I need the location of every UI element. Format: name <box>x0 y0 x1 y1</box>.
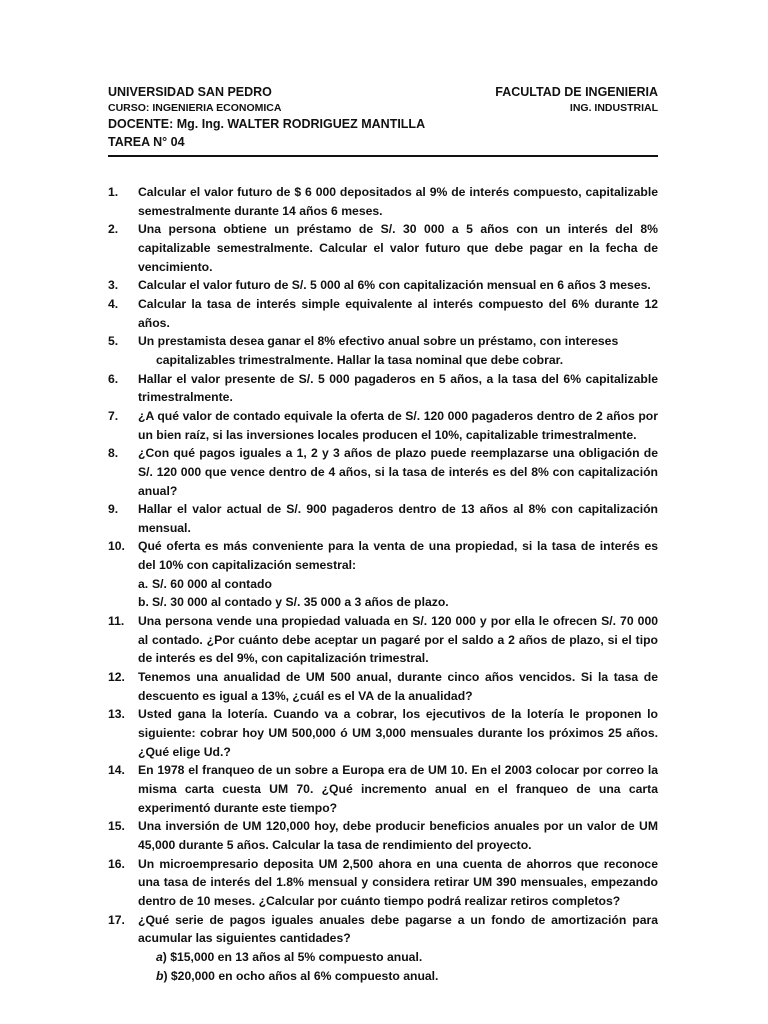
problem-item <box>108 407 658 444</box>
problem-number: 12. <box>108 670 125 685</box>
problem-item <box>108 817 658 854</box>
option-label: a. <box>138 576 149 591</box>
problem-number: 6. <box>108 371 119 386</box>
problem-number: 3. <box>108 278 119 293</box>
document-header <box>108 84 658 157</box>
teacher-name: DOCENTE: Mg. Ing. WALTER RODRIGUEZ MANTILLA <box>108 117 426 131</box>
problem-number: 11. <box>108 614 125 629</box>
problem-item <box>108 220 658 276</box>
problem-item <box>108 911 658 948</box>
problem-number: 13. <box>108 707 125 722</box>
option-label: b. <box>138 595 149 610</box>
problem-number: 5. <box>108 334 119 349</box>
problem-text: Una inversión de UM 120,000 hoy, debe producir beneficios anuales por un valor de UM 45,000 durante 5 años. Calcular la tasa de rendimiento del proyecto. <box>138 819 658 852</box>
problem-number: 15. <box>108 819 125 834</box>
problem-number: 7. <box>108 408 119 423</box>
problem-number: 4. <box>108 296 119 311</box>
problem-text: Hallar el valor presente de S/. 5 000 pagaderos en 5 años, a la tasa del 6% capitalizable trimestralmente. <box>138 371 658 405</box>
problem-text: Un microempresario deposita UM 2,500 ahora en una cuenta de ahorros que reconoce una tasa de interés del 1.8% mensual y considera retirar UM 390 mensuales, empezando dentro de 10 meses. ¿Calcular por cuánto tiempo podrá realizar retiros completos? <box>138 856 658 908</box>
problem-list <box>108 183 658 985</box>
option-text: ) $20,000 en ocho años al 6% compuesto anual. <box>163 968 439 983</box>
problem-item <box>108 537 658 574</box>
problem-item <box>108 612 658 668</box>
problem-number: 14. <box>108 763 125 778</box>
problem-item <box>108 332 658 369</box>
problem-text: Una persona obtiene un préstamo de S/. 30 000 a 5 años con un interés del 8% capitalizable semestralmente. Calcular el valor futuro que debe pagar en la fecha de vencimiento. <box>138 222 658 274</box>
option-text: S/. 30 000 al contado y S/. 35 000 a 3 años de plazo. <box>152 595 449 610</box>
problem-text: ¿A qué valor de contado equivale la oferta de S/. 120 000 pagaderos dentro de 2 años por un bien raíz, si las inversiones locales producen el 10%, capitalizable trimestralmente. <box>138 408 658 442</box>
problem-item <box>108 295 658 332</box>
option-item <box>108 948 658 967</box>
faculty-name: FACULTAD DE INGENIERIA <box>495 85 658 99</box>
problem-item <box>108 444 658 500</box>
problem-number: 8. <box>108 446 119 461</box>
problem-text: Calcular el valor futuro de S/. 5 000 al 6% con capitalización mensual en 6 años 3 meses. <box>138 278 651 293</box>
problem-number: 9. <box>108 502 119 517</box>
option-label: b <box>156 968 164 983</box>
problem-number: 16. <box>108 856 125 871</box>
problem-text-line: capitalizables trimestralmente. Hallar la tasa nominal que debe cobrar. <box>156 352 564 367</box>
option-item <box>108 967 658 986</box>
problem-text: Qué oferta es más conveniente para la venta de una propiedad, si la tasa de interés es del 10% con capitalización semestral: <box>138 539 658 573</box>
problem-text: Calcular la tasa de interés simple equivalente al interés compuesto del 6% durante 12 años. <box>138 296 658 330</box>
option-text: ) $15,000 en 13 años al 5% compuesto anual. <box>162 949 423 964</box>
problem-item <box>108 668 658 705</box>
header-divider <box>108 155 658 157</box>
option-label: a <box>156 949 163 964</box>
option-item <box>108 575 658 594</box>
option-item <box>108 593 658 612</box>
program-name: ING. INDUSTRIAL <box>569 102 658 114</box>
problem-item <box>108 761 658 817</box>
problem-number: 10. <box>108 539 125 554</box>
course-name: CURSO: INGENIERIA ECONOMICA <box>108 102 282 114</box>
problem-item <box>108 183 658 220</box>
problem-text: ¿Qué serie de pagos iguales anuales debe pagarse a un fondo de amortización para acumular las siguientes cantidades? <box>138 912 658 946</box>
option-text: S/. 60 000 al contado <box>152 576 272 591</box>
university-name: UNIVERSIDAD SAN PEDRO <box>108 85 272 99</box>
problem-text: ¿Con qué pagos iguales a 1, 2 y 3 años de plazo puede reemplazarse una obligación de S/. 120 000 que vence dentro de 4 años, si la tasa de interés es del 8% con capitalización anual? <box>138 446 658 498</box>
problem-number: 1. <box>108 185 119 199</box>
problem-number: 2. <box>108 222 119 237</box>
problem-number: 17. <box>108 912 125 927</box>
problem-text: Tenemos una anualidad de UM 500 anual, durante cinco años vencidos. Si la tasa de descuento es igual a 13%, ¿cuál es el VA de la anualidad? <box>138 670 658 703</box>
problem-text: En 1978 el franqueo de un sobre a Europa era de UM 10. En el 2003 colocar por correo la misma carta cuesta UM 70. ¿Qué incremento anual en el franqueo de una carta experimentó durante este tiempo? <box>138 763 658 815</box>
problem-text <box>138 332 658 369</box>
problem-item <box>108 500 658 537</box>
problem-text: Una persona vende una propiedad valuada en S/. 120 000 y por ella le ofrecen S/. 70 000 al contado. ¿Por cuánto debe aceptar un pagaré por el saldo a 2 años de plazo, si el tipo de interés es del 9%, con capitalización trimestral. <box>138 614 658 666</box>
assignment-title: TAREA N° 04 <box>108 135 185 149</box>
problem-text: Usted gana la lotería. Cuando va a cobrar, los ejecutivos de la lotería le proponen lo siguiente: cobrar hoy UM 500,000 ó UM 3,000 mensuales durante los próximos 25 años. ¿Qué elige Ud.? <box>138 707 658 759</box>
problem-text: Calcular el valor futuro de $ 6 000 depositados al 9% de interés compuesto, capitalizable semestralmente durante 14 años 6 meses. <box>138 185 658 218</box>
problem-item <box>108 276 658 295</box>
problem-text-line: Un prestamista desea ganar el 8% efectivo anual sobre un préstamo, con intereses <box>138 334 619 349</box>
problem-item <box>108 370 658 407</box>
problem-text: Hallar el valor actual de S/. 900 pagaderos dentro de 13 años al 8% con capitalización mensual. <box>138 502 658 535</box>
problem-item <box>108 705 658 761</box>
problem-item <box>108 855 658 911</box>
